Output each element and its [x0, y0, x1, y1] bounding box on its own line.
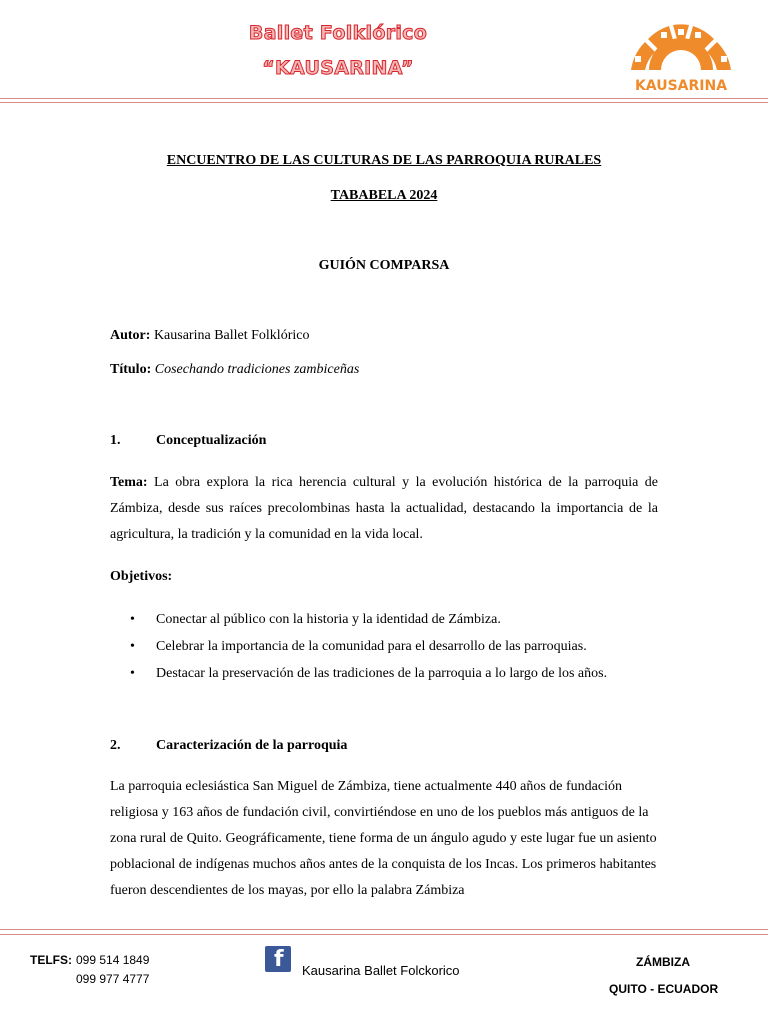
header-rule-bottom [0, 102, 768, 103]
facebook-icon[interactable]: f [265, 946, 291, 972]
footer-place-parish: ZÁMBIZA [636, 955, 690, 969]
facebook-page-name[interactable]: Kausarina Ballet Folckorico [302, 963, 460, 978]
bullet-icon: • [130, 639, 135, 654]
work-title-line [110, 362, 359, 378]
kausarina-logo [621, 20, 741, 96]
author-label: Autor: [110, 328, 151, 343]
header-rule-top [0, 98, 768, 99]
section2-paragraph: La parroquia eclesiástica San Miguel de Zámbiza, tiene actualmente 440 años de fundación religiosa y 163 años de fundación civil, convirtiéndose en uno de los pueblos más antiguos de la zona rural de Quito. Geográficamente, tiene forma de un ángulo agudo y este lugar fue un asiento poblacional de indígenas muchos años antes de la conquista de los Incas. Los primeros habitantes fueron descendientes de los mayas, por ello la palabra Zámbiza [110, 779, 657, 898]
telfs-label: TELFS: [30, 953, 72, 967]
bullet-icon: • [130, 666, 135, 681]
list-item: • Conectar al público con la historia y la identidad de Zámbiza. [130, 606, 607, 633]
objectives-label: Objetivos: [110, 569, 173, 584]
footer-place-city: QUITO - ECUADOR [609, 982, 719, 996]
footer-rule-top [0, 929, 768, 930]
phone-1: 099 514 1849 [76, 953, 150, 967]
document-subtitle: TABABELA 2024 [330, 188, 438, 203]
list-item: • Destacar la preservación de las tradiciones de la parroquia a lo largo de los años. [130, 660, 607, 687]
work-title-label: Título: [110, 362, 152, 377]
document-type: GUIÓN COMPARSA [318, 258, 450, 273]
objectives-list [130, 606, 607, 687]
list-item: • Celebrar la importancia de la comunidad para el desarrollo de las parroquias. [130, 633, 607, 660]
section1-heading: Conceptualización [156, 433, 267, 448]
brand-quoted-name: “KAUSARINA” [262, 57, 414, 79]
section2-heading: Caracterización de la parroquia [156, 738, 348, 753]
work-title-value: Cosechando tradiciones zambiceñas [151, 362, 360, 377]
tema-text: La obra explora la rica herencia cultural y la evolución histórica de la parroquia de Zámbiza, desde sus raíces precolombinas hasta la actualidad, destacando la importancia de la agricultura, la tradición y la comunidad en la vida local. [110, 475, 658, 542]
section1-number: 1. [110, 433, 121, 448]
logo-text: KAUSARINA [634, 78, 728, 94]
tema-label: Tema: [110, 475, 148, 490]
author-line [110, 328, 309, 344]
bullet-icon: • [130, 612, 135, 627]
tema-paragraph [110, 470, 658, 548]
document-title: ENCUENTRO DE LAS CULTURAS DE LAS PARROQUIA RURALES [166, 153, 602, 168]
footer-rule-bottom [0, 934, 768, 935]
section2-number: 2. [110, 738, 121, 753]
author-value: Kausarina Ballet Folklórico [150, 328, 310, 343]
phone-2: 099 977 4777 [76, 972, 150, 986]
brand-name: Ballet Folklórico [248, 22, 428, 44]
